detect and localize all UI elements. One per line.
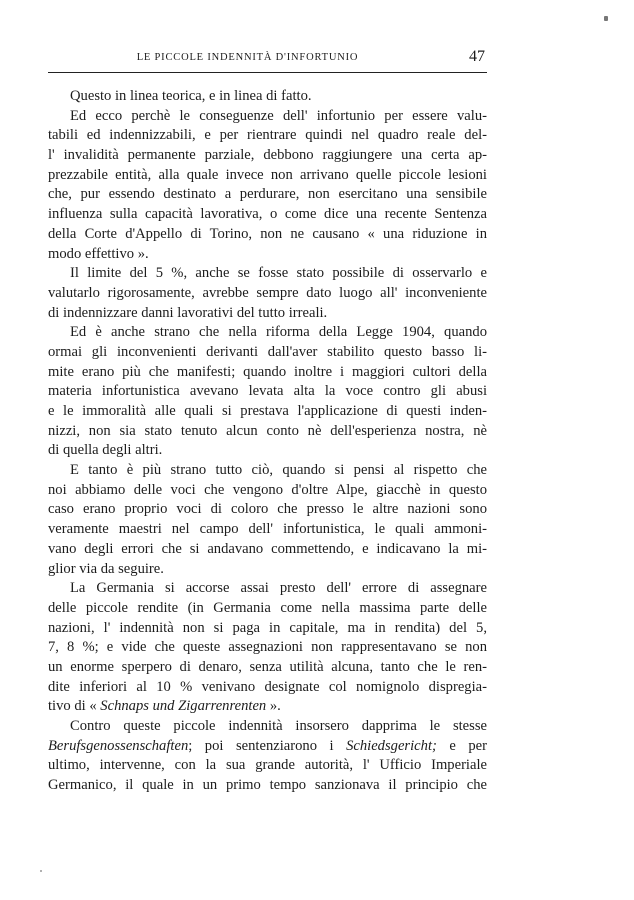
text-line (48, 185, 487, 205)
text-line (48, 264, 487, 284)
text-segment: e per (436, 737, 487, 754)
text-line (48, 363, 487, 383)
text-line (48, 107, 487, 127)
text-line (48, 382, 487, 402)
text-line (48, 402, 487, 422)
paragraph (48, 264, 487, 323)
text-line (48, 441, 487, 461)
text-line (48, 304, 487, 324)
text-segment: della Corte d'Appello di Torino, non ne causano « una riduzione in (48, 225, 487, 242)
text-segment: materia infortunistica avevano levata alta la voce contro gli abusi (48, 383, 487, 400)
text-segment: Questo in linea teorica, e in linea di fatto. (70, 88, 312, 104)
text-segment: Ed ecco perchè le conseguenze dell' infortunio per essere valu- (70, 107, 487, 124)
page-number: 47 (469, 48, 485, 65)
text-segment: Contro queste piccole indennità insorsero dapprima le stesse (70, 718, 487, 734)
text-segment: tivo di « (48, 698, 101, 715)
text-line (48, 756, 487, 776)
text-segment: che, pur essendo destinato a perdurare, non esercitano una sensibile (48, 186, 487, 203)
body-text (48, 87, 487, 796)
text-line (48, 166, 487, 186)
text-segment: modo effettivo ». (48, 245, 149, 262)
paragraph (48, 717, 487, 796)
text-segment: noi abbiamo delle voci che vengono d'oltre Alpe, giacchè in questo (48, 481, 487, 498)
italic-term: Schnaps und Zigarrenrenten (100, 698, 267, 715)
text-line (48, 481, 487, 501)
text-segment: un enorme sperpero di denaro, senza utilità alcuna, tanto che le ren- (48, 658, 487, 675)
text-line (48, 520, 487, 540)
text-line (48, 619, 487, 639)
text-segment: La Germania si accorse assai presto dell' errore di assegnare (70, 580, 487, 597)
text-segment: veramente maestri nel campo dell' infortunistica, le quali ammoni- (48, 521, 487, 538)
text-line (48, 284, 487, 304)
text-line (48, 343, 487, 363)
paragraph (48, 107, 487, 265)
text-segment: E tanto è più strano tutto ciò, quando si pensi al rispetto che (70, 462, 487, 479)
text-line (48, 146, 487, 166)
text-segment: ormai gli inconvenienti derivanti dall'aver stabilito questo basso li- (48, 343, 487, 360)
text-segment: Il limite del 5 %, anche se fosse stato possibile di osservarlo e (70, 265, 487, 282)
text-line (48, 737, 487, 757)
text-segment: delle piccole rendite (in Germania come nella massima parte delle (48, 599, 487, 616)
running-header (48, 48, 487, 73)
scan-speck (40, 870, 42, 872)
text-segment: prezzabile entità, alla quale invece non arrivano quelle piccole lesioni (48, 166, 487, 183)
text-line (48, 540, 487, 560)
text-line (48, 225, 487, 245)
italic-term: Schiedsgericht; (346, 737, 437, 754)
text-segment: l' invalidità permanente parziale, debbono raggiungere una certa ap- (48, 147, 487, 164)
text-segment: nizzi, non sia stato tenuto alcun conto nè dell'esperienza nostra, nè (48, 422, 487, 439)
text-line (48, 245, 487, 265)
text-segment: valutarlo rigorosamente, avrebbe sempre dato luogo all' inconveniente (48, 284, 487, 301)
text-line (48, 500, 487, 520)
text-line (48, 323, 487, 343)
text-line (48, 579, 487, 599)
text-line (48, 87, 487, 107)
text-segment: tabili ed indennizzabili, e per rientrare quindi nel quadro reale del- (48, 127, 487, 144)
text-segment: 7, 8 %; e vide che queste assegnazioni non rappresentavano se non (48, 639, 487, 656)
text-segment: di indennizzare danni lavorativi del tutto irreali. (48, 304, 328, 321)
text-segment: caso erano proprio voci di coloro che presso le altre nazioni sono (48, 501, 487, 518)
text-segment: e le immoralità alle quali si prestava l'applicazione di questi inden- (48, 403, 487, 419)
text-segment: ». (266, 698, 281, 715)
text-line (48, 776, 487, 796)
text-line (48, 461, 487, 481)
paragraph (48, 87, 487, 107)
text-line (48, 422, 487, 442)
scan-speck (604, 16, 608, 21)
text-line (48, 638, 487, 658)
text-line (48, 678, 487, 698)
text-line (48, 560, 487, 580)
text-line (48, 126, 487, 146)
text-line (48, 717, 487, 737)
text-segment: Ed è anche strano che nella riforma della Legge 1904, quando (70, 324, 487, 341)
text-segment: nazioni, l' indennità non si paga in capitale, ma in rendita) del 5, (48, 619, 487, 636)
text-segment: ultimo, intervenne, con la sua grande autorità, l' Ufficio Imperiale (48, 757, 487, 774)
paragraph (48, 461, 487, 579)
text-line (48, 658, 487, 678)
paragraph (48, 323, 487, 461)
text-segment: mite erano più che manifesti; quando inoltre i maggiori cultori della (48, 363, 487, 380)
text-segment: ; poi sentenziarono i (188, 737, 347, 754)
running-title: LE PICCOLE INDENNITÀ D'INFORTUNIO (136, 52, 359, 63)
text-segment: vano degli errori che si andavano commettendo, e indicavano la mi- (48, 540, 487, 557)
text-segment: Germanico, il quale in un primo tempo sanzionava il principio che (48, 777, 487, 794)
paragraph (48, 579, 487, 717)
text-segment: di quella degli altri. (48, 442, 163, 459)
text-line (48, 697, 487, 717)
text-segment: glior via da seguire. (48, 560, 164, 577)
text-line (48, 599, 487, 619)
text-segment: dite inferiori al 10 % venivano designate col nomignolo dispregia- (48, 678, 487, 695)
italic-term: Berufsgenossenschaften (48, 737, 189, 754)
text-line (48, 205, 487, 225)
text-segment: influenza sulla capacità lavorativa, o come dice una recente Sentenza (48, 206, 487, 223)
